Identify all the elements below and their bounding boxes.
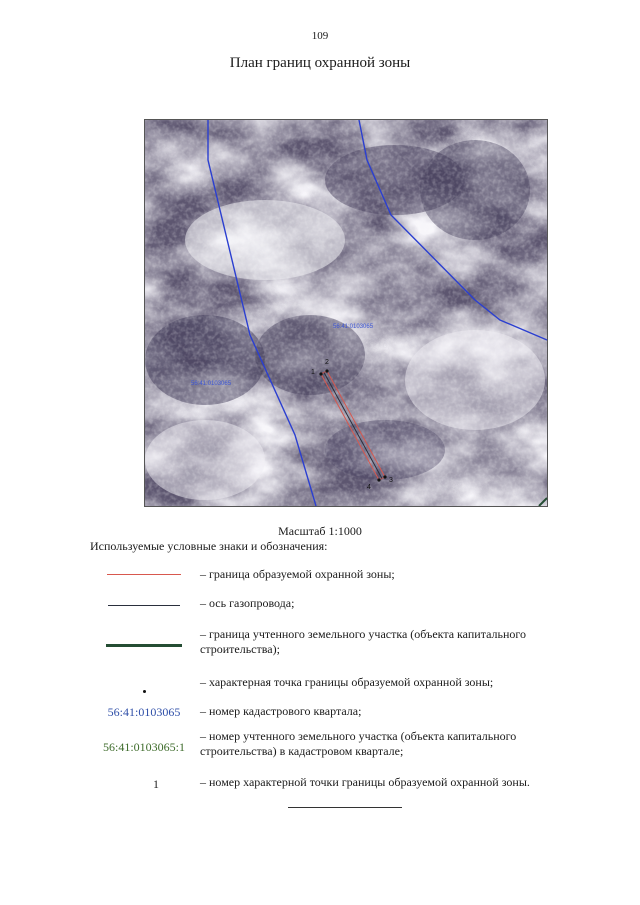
legend-item-quarter-code [90,701,570,723]
legend-symbol [90,773,198,795]
legend-desc: – граница образуемой охранной зоны; [200,567,395,581]
legend-item-parcel-boundary [90,627,570,663]
boundary-point-4[interactable] [377,478,380,481]
legend-item-pipeline-axis [90,594,570,616]
satellite-map[interactable] [144,119,548,507]
legend-desc: – номер характерной точки границы образуемой охранной зоны. [200,775,530,789]
legend-desc: – ось газопровода; [200,596,295,610]
dark-line-swatch [108,605,180,606]
red-line-swatch [107,574,181,575]
quarter-code-sample: 56:41:0103065 [107,704,181,719]
legend-desc: – характерная точка границы образуемой охранной зоны; [200,675,494,689]
page-title: План границ охранной зоны [229,55,411,71]
point-number-4: 4 [367,484,371,491]
legend-symbol [90,729,198,765]
parcel-code-sample: 56:41:0103065:1 [102,739,185,754]
legend-item-parcel-code [90,729,570,765]
map-grain [145,120,547,506]
page-number: 109 [311,30,329,42]
green-line-swatch [106,644,182,647]
quarter-code-label: 56:41:0103065 [191,381,232,387]
bottom-divider [288,807,402,808]
quarter-code-label: 56:41:0103065 [333,324,374,330]
legend-symbol [90,673,198,697]
legend-symbol [90,701,198,723]
point-number-2: 2 [325,359,329,366]
point-number-1: 1 [311,369,315,376]
boundary-point-2[interactable] [325,369,328,372]
legend-desc: – номер учтенного земельного участка (объекта капитального строительства) в кадастровом квартале; [200,729,517,758]
point-dot-icon [143,690,146,693]
legend-desc: – номер кадастрового квартала; [200,704,362,718]
legend-item-protection-zone [90,563,570,585]
boundary-point-3[interactable] [383,475,386,478]
point-number-3: 3 [389,477,393,484]
legend-item-boundary-point [90,673,570,697]
boundary-point-1[interactable] [319,372,322,375]
legend-symbol [90,563,198,585]
legend-symbol [90,594,198,616]
legend-heading: Используемые условные знаки и обозначения: [90,539,328,553]
legend-item-point-number [90,773,570,795]
map-scale: Масштаб 1:1000 [278,524,362,538]
point-number-sample: 1 [153,776,159,791]
legend-symbol [90,627,198,663]
legend-desc: – граница учтенного земельного участка (объекта капитального строительства); [200,627,527,656]
